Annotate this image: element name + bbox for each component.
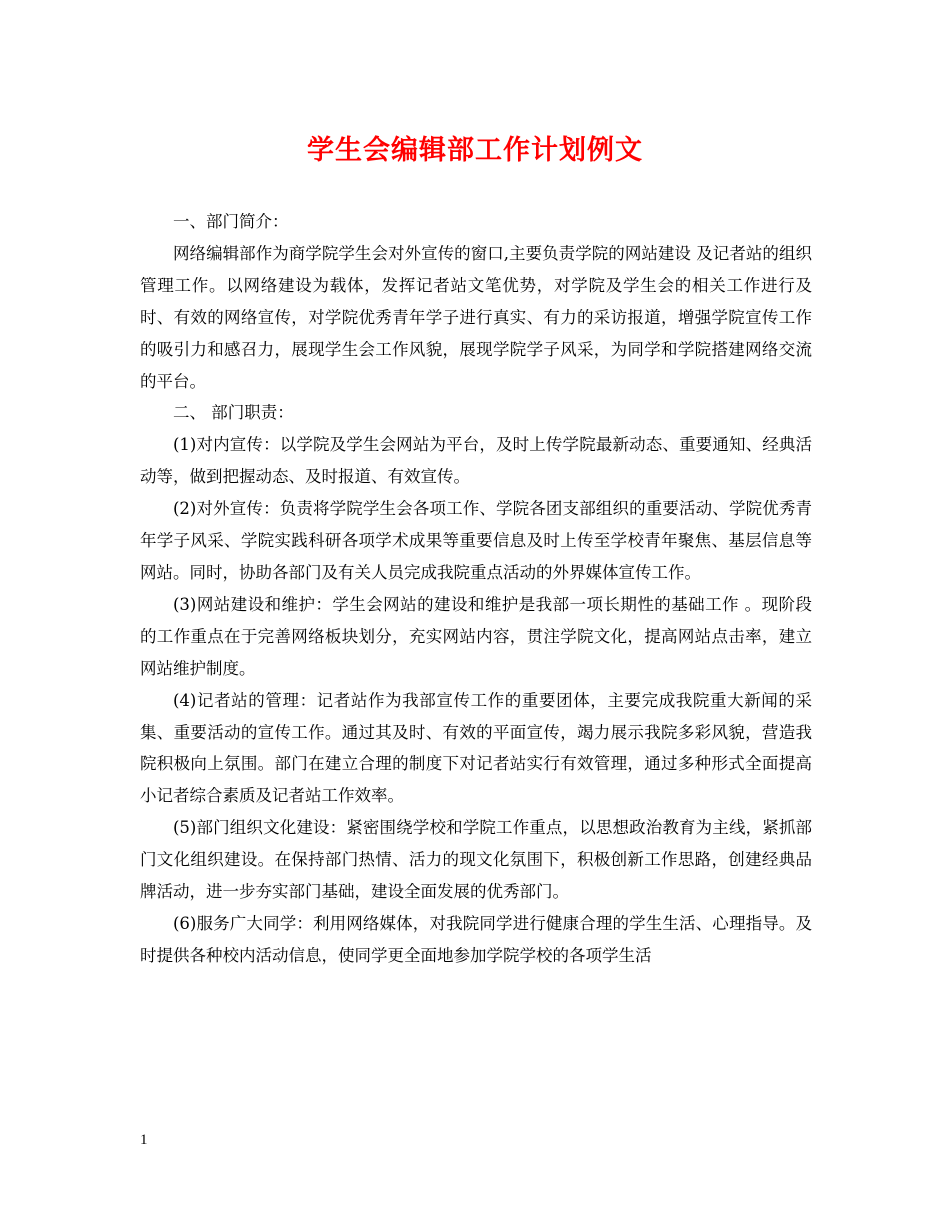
paragraph-intro: 网络编辑部作为商学院学生会对外宣传的窗口,主要负责学院的网站建设 及记者站的组织管理工作。以网络建设为载体，发挥记者站文笔优势，对学院及学生会的相关工作进行及时、有效的网络宣传，对学院优秀青年学子进行真实、有力的采访报道，增强学院宣传工作的吸引力和感召力，展现学生会工作风貌，展现学院学子风采，为同学和学院搭建网络交流的平台。 <box>140 243 812 391</box>
paragraph-duty-external: (2)对外宣传：负责将学院学生会各项工作、学院各团支部组织的重要活动、学院优秀青年学子风采、学院实践科研各项学术成果等重要信息及时上传至学校青年聚焦、基层信息等网站。同时，协助各部门及有关人员完成我院重点活动的外界媒体宣传工作。 <box>140 499 812 582</box>
paragraph-duty-internal: (1)对内宣传：以学院及学生会网站为平台，及时上传学院最新动态、重要通知、经典活动等，做到把握动态、及时报道、有效宣传。 <box>140 435 812 487</box>
section-heading-duties: 二、 部门职责： <box>173 403 294 423</box>
paragraph-duty-website: (3)网站建设和维护：学生会网站的建设和维护是我部一项长期性的基础工作 。现阶段的工作重点在于完善网络板块划分，充实网站内容，贯注学院文化，提高网站点击率，建立网站维护制度。 <box>140 594 812 678</box>
page-number: 1 <box>140 1132 148 1148</box>
section-heading-intro: 一、部门简介： <box>173 212 289 231</box>
paragraph-duty-culture: (5)部门组织文化建设：紧密围绕学校和学院工作重点，以思想政治教育为主线，紧抓部门文化组织建设。在保持部门热情、活力的现文化氛围下，积极创新工作思路，创建经典品牌活动，进一步夯实部门基础，建设全面发展的优秀部门。 <box>140 818 812 902</box>
document-body <box>140 206 812 972</box>
paragraph-duty-reporters: (4)记者站的管理：记者站作为我部宣传工作的重要团体，主要完成我院重大新闻的采集、重要活动的宣传工作。通过其及时、有效的平面宣传，竭力展示我院多彩风貌，营造我院积极向上氛围。部门在建立合理的制度下对记者站实行有效管理，通过多种形式全面提高小记者综合素质及记者站工作效率。 <box>140 690 812 806</box>
paragraph-duty-service: (6)服务广大同学：利用网络媒体，对我院同学进行健康合理的学生生活、心理指导。及时提供各种校内活动信息，使同学更全面地参加学院学校的各项学生活 <box>140 913 812 965</box>
document-title: 学生会编辑部工作计划例文 <box>307 135 643 166</box>
